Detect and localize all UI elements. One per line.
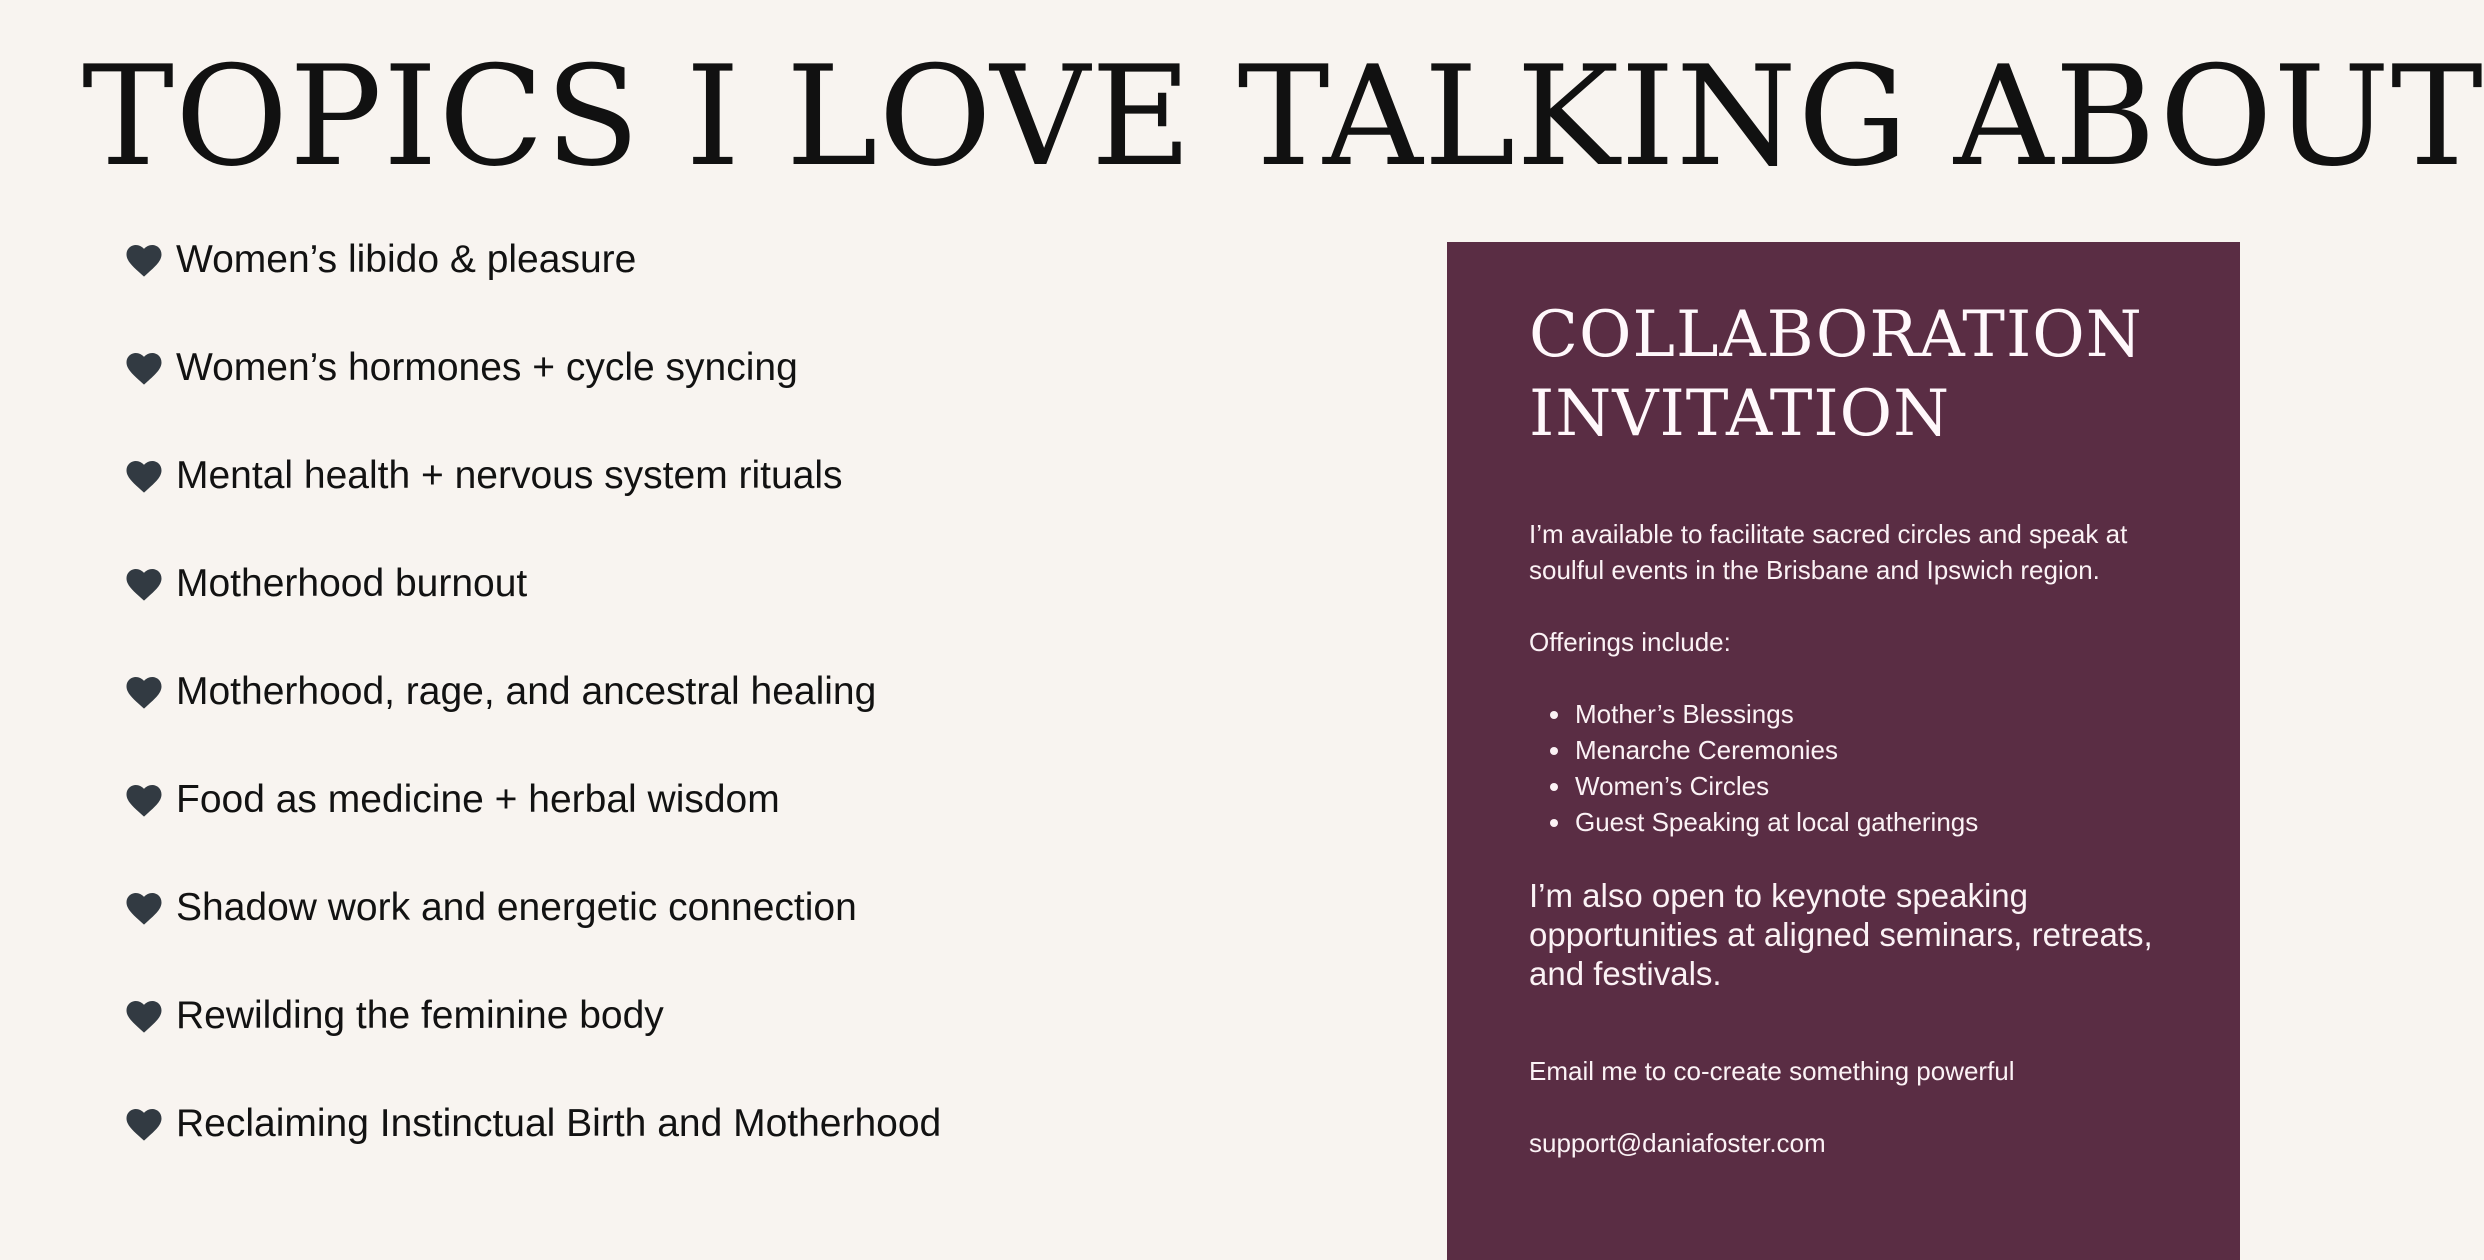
topic-label: Mental health + nervous system rituals — [176, 454, 843, 497]
topic-label: Women’s hormones + cycle syncing — [176, 346, 798, 389]
topic-label: Women’s libido & pleasure — [176, 238, 637, 281]
heart-icon — [124, 772, 166, 828]
topic-label: Reclaiming Instinctual Birth and Motherhood — [176, 1102, 942, 1145]
topic-item — [124, 232, 1404, 340]
topic-item — [124, 448, 1404, 556]
topic-label: Rewilding the feminine body — [176, 994, 664, 1037]
email-address[interactable]: support@daniafoster.com — [1529, 1128, 1826, 1158]
offerings-list — [1529, 696, 2170, 840]
keynote-text: I’m also open to keynote speaking opportunities at aligned seminars, retreats, and festivals. — [1529, 877, 2153, 992]
offering-item: • Guest Speaking at local gatherings — [1573, 804, 2170, 840]
offering-item: • Mother’s Blessings — [1573, 696, 2170, 732]
page-title: TOPICS I LOVE TALKING ABOUT — [82, 36, 2484, 197]
heart-icon — [124, 340, 166, 396]
heart-icon — [124, 988, 166, 1044]
offerings-heading: Offerings include: — [1529, 627, 1731, 657]
topic-item — [124, 556, 1404, 664]
heart-icon — [124, 448, 166, 504]
topic-item — [124, 1096, 1404, 1204]
collaboration-title: COLLABORATION INVITATION — [1529, 298, 2143, 451]
topic-item — [124, 340, 1404, 448]
topic-label: Motherhood burnout — [176, 562, 528, 605]
topic-label: Food as medicine + herbal wisdom — [176, 778, 780, 821]
collaboration-panel — [1447, 242, 2240, 1260]
topic-item — [124, 988, 1404, 1096]
offering-item: • Women’s Circles — [1573, 768, 2170, 804]
heart-icon — [124, 556, 166, 612]
email-prompt: Email me to co-create something powerful — [1529, 1056, 2015, 1086]
heart-icon — [124, 232, 166, 288]
topics-list — [124, 232, 1404, 1204]
topic-item — [124, 880, 1404, 988]
topic-item — [124, 772, 1404, 880]
collaboration-intro: I’m available to facilitate sacred circles and speak at soulful events in the Brisbane and Ipswich region. — [1529, 519, 2128, 585]
topic-label: Motherhood, rage, and ancestral healing — [176, 670, 877, 713]
topic-label: Shadow work and energetic connection — [176, 886, 857, 929]
heart-icon — [124, 664, 166, 720]
topic-item — [124, 664, 1404, 772]
heart-icon — [124, 1096, 166, 1152]
heart-icon — [124, 880, 166, 936]
offering-item: • Menarche Ceremonies — [1573, 732, 2170, 768]
